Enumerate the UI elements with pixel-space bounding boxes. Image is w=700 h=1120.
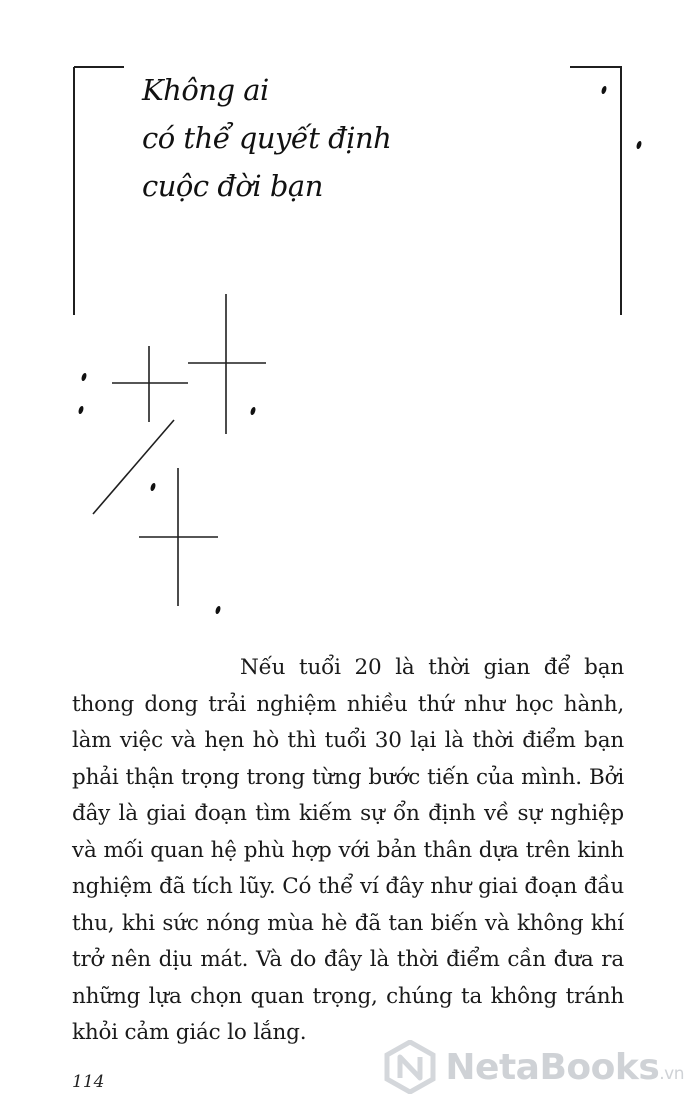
dot-3 bbox=[81, 372, 88, 381]
dot-5 bbox=[250, 406, 257, 415]
watermark-brand: NetaBooks bbox=[445, 1046, 660, 1088]
dot-6 bbox=[150, 482, 157, 491]
heading-line-3: cuộc đời bạn bbox=[142, 169, 323, 203]
dot-1 bbox=[601, 85, 608, 94]
watermark-text bbox=[445, 1047, 684, 1088]
watermark-suffix: .vn bbox=[659, 1063, 684, 1084]
heading-line-1: Không ai bbox=[142, 73, 269, 107]
dot-group bbox=[78, 85, 643, 614]
watermark bbox=[383, 1040, 684, 1094]
dot-7 bbox=[215, 605, 222, 614]
dot-2 bbox=[636, 140, 643, 149]
sparkle-group bbox=[93, 294, 266, 606]
page-number: 114 bbox=[72, 1072, 105, 1092]
sparkle-diagonal bbox=[93, 420, 174, 514]
netabooks-logo-icon bbox=[383, 1040, 437, 1094]
body-paragraph: Nếu tuổi 20 là thời gian để bạn thong dong trải nghiệm nhiều thứ như học hành, làm việc và hẹn hò thì tuổi 30 lại là thời điểm bạn phải thận trọng trong từng bước tiến của mình. Bởi đây là giai đoạn tìm kiếm sự ổn định về sự nghiệp và mối quan hệ phù hợp với bản thân dựa trên kinh nghiệm đã tích lũy. Có thể ví đây như giai đoạn đầu thu, khi sức nóng mùa hè đã tan biến và không khí trở nên dịu mát. Và do đây là thời điểm cần đưa ra những lựa chọn quan trọng, chúng ta không tránh khỏi cảm giác lo lắng. bbox=[72, 655, 624, 1045]
heading-line-2: có thể quyết định bbox=[142, 121, 392, 155]
dot-4 bbox=[78, 405, 85, 414]
